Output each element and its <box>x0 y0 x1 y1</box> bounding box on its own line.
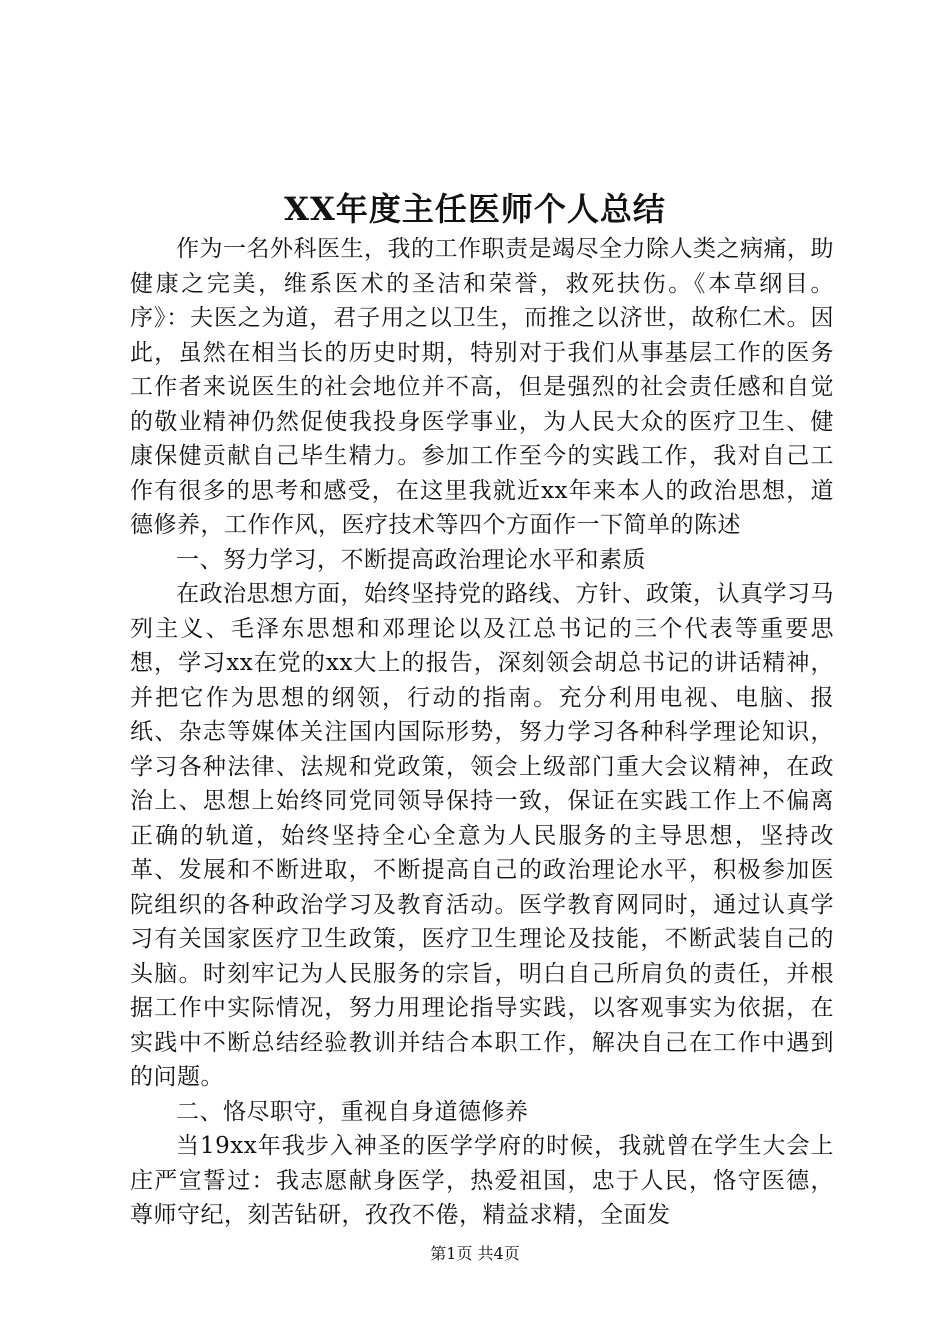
paragraph-ethics: 当19xx年我步入神圣的医学学府的时候，我就曾在学生大会上庄严宣誓过：我志愿献身医学，热爱祖国，忠于人民，恪守医德，尊师守纪，刻苦钻研，孜孜不倦，精益求精，全面发 <box>130 1133 834 1228</box>
paragraph-intro: 作为一名外科医生，我的工作职责是竭尽全力除人类之病痛，助健康之完美，维系医术的圣洁和荣誉，救死扶伤。《本草纲目。序》：夫医之为道，君子用之以卫生，而推之以济世，故称仁术。因此，虽然在相当长的历史时期，特别对于我们从事基层工作的医务工作者来说医生的社会地位并不高，但是强烈的社会责任感和自觉的敬业精神仍然促使我投身医学事业，为人民大众的医疗卫生、健康保健贡献自己毕生精力。参加工作至今的实践工作，我对自己工作有很多的思考和感受，在这里我就近xx年来本人的政治思想，道德修养，工作作风，医疗技术等四个方面作一下简单的陈述 <box>130 236 834 538</box>
document-title: XX年度主任医师个人总结 <box>284 190 666 228</box>
section-heading-2: 二、恪尽职守，重视自身道德修养 <box>176 1098 529 1125</box>
section-heading-1: 一、努力学习，不断提高政治理论水平和素质 <box>176 546 646 573</box>
page-footer: 第1页 共4页 <box>430 1244 520 1263</box>
paragraph-political: 在政治思想方面，始终坚持党的路线、方针、政策，认真学习马列主义、毛泽东思想和邓理论以及江总书记的三个代表等重要思想，学习xx在党的xx大上的报告，深刻领会胡总书记的讲话精神，并把它作为思想的纲领，行动的指南。充分利用电视、电脑、报纸、杂志等媒体关注国内国际形势，努力学习各种科学理论知识，学习各种法律、法规和党政策，领会上级部门重大会议精神，在政治上、思想上始终同党同领导保持一致，保证在实践工作上不偏离正确的轨道，始终坚持全心全意为人民服务的主导思想，坚持改革、发展和不断进取，不断提高自己的政治理论水平，积极参加医院组织的各种政治学习及教育活动。医学教育网同时，通过认真学习有关国家医疗卫生政策，医疗卫生理论及技能，不断武装自己的头脑。时刻牢记为人民服务的宗旨，明白自己所肩负的责任，并根据工作中实际情况，努力用理论指导实践，以客观事实为依据，在实践中不断总结经验教训并结合本职工作，解决自己在工作中遇到的问题。 <box>130 581 834 1090</box>
document-body <box>130 232 834 1233</box>
